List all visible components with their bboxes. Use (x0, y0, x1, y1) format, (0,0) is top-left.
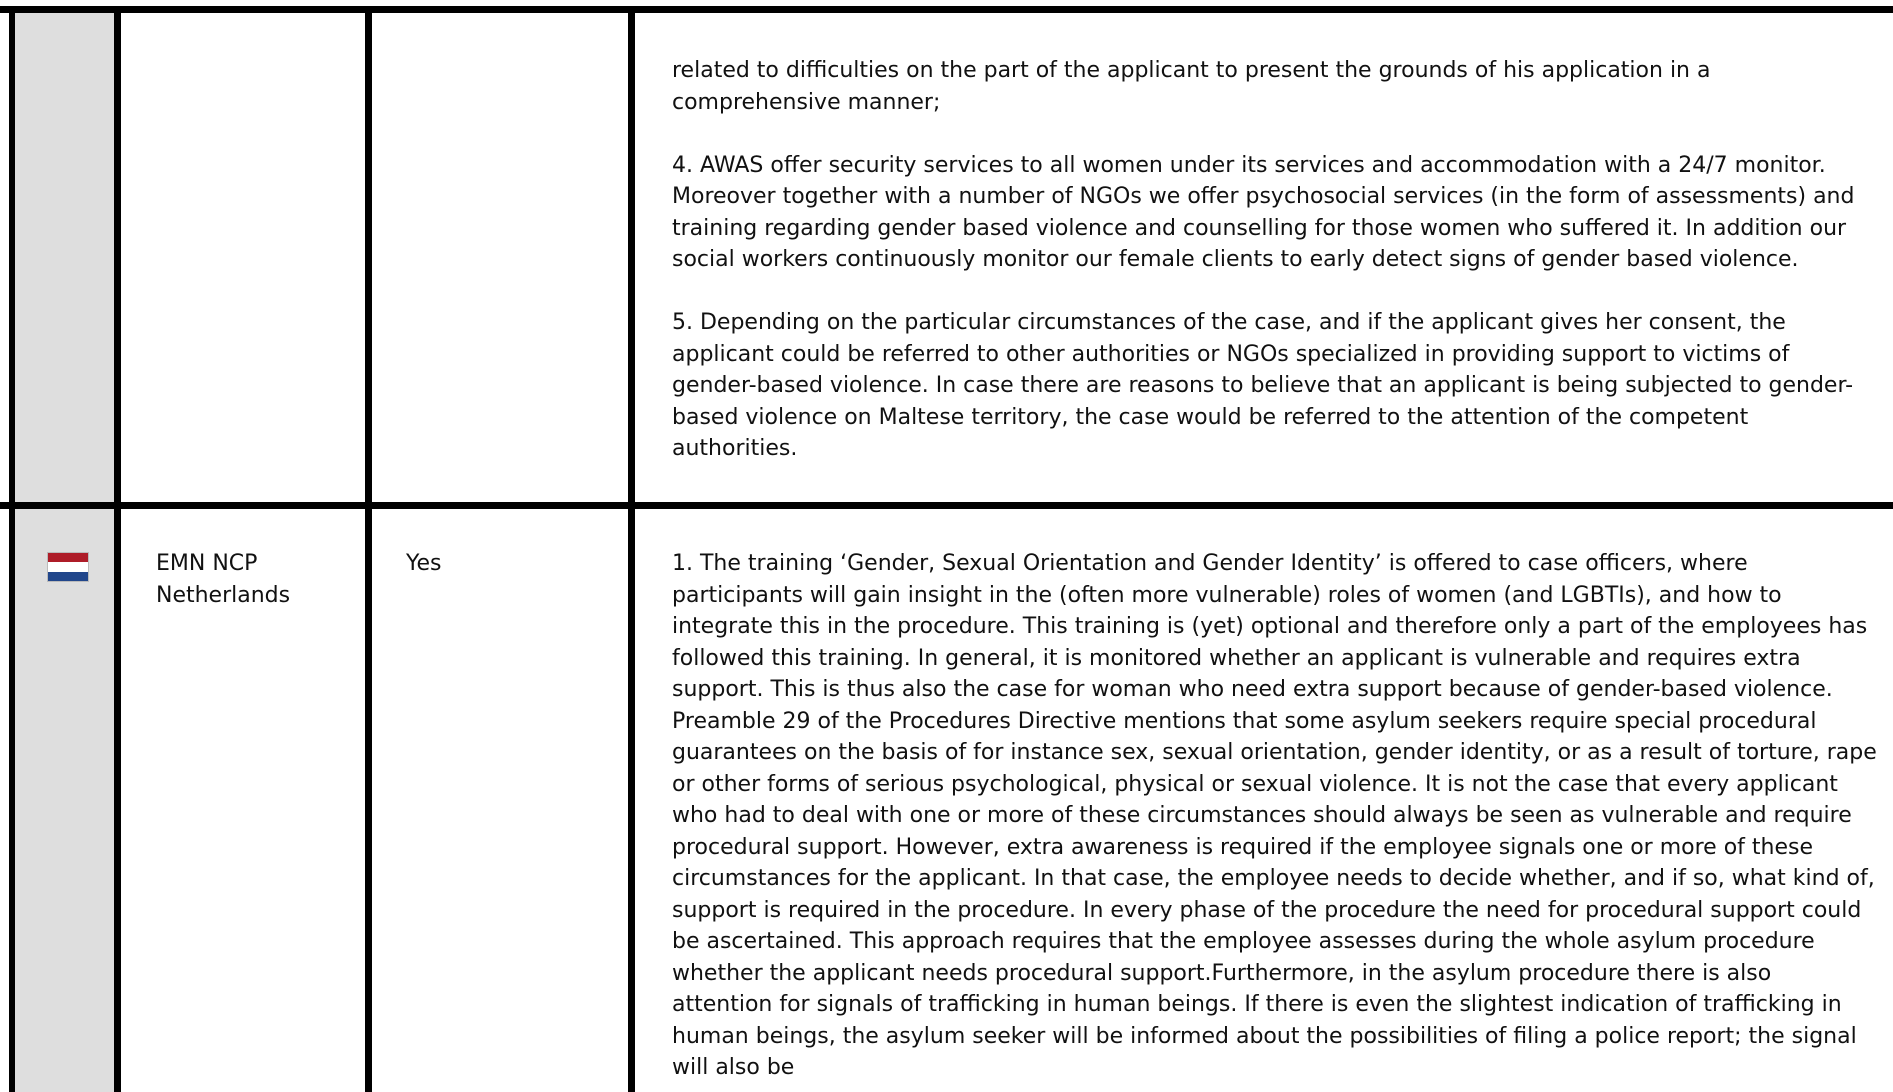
response-paragraph: 1. The training ‘Gender, Sexual Orientation and Gender Identity’ is offered to case officers, where participants will gain insight in the (often more vulnerable) roles of women (and LGBTIs), and how to integrate this in the procedure. This training is (yet) optional and therefore only a part of the employees has followed this training. In general, it is monitored whether an applicant is vulnerable and requires extra support. This is thus also the case for woman who need extra support because of gender-based violence. Preamble 29 of the Procedures Directive mentions that some asylum seekers require special procedural guarantees on the basis of for instance sex, sexual orientation, gender identity, or as a result of torture, rape or other forms of serious psychological, physical or sexual violence. It is not the case that every applicant who had to deal with one or more of these circumstances should always be seen as vulnerable and require procedural support. However, extra awareness is required if the employee signals one or more of these circumstances for the applicant. In that case, the employee needs to decide whether, and if so, what kind of, support is required in the procedure. In every phase of the procedure the need for procedural support could be ascertained. This approach requires that the employee assesses during the whole asylum procedure whether the applicant needs procedural support.Furthermore, in the asylum procedure there is also attention for signals of trafficking in human beings. If there is even the slightest indication of trafficking in human beings, the asylum seeker will be informed about the possibilities of filing a police report; the signal will also be (672, 551, 1877, 1080)
response-cell-malta (672, 55, 1872, 465)
flag-stripe-red (48, 553, 88, 562)
flag-stripe-white (48, 562, 88, 571)
country-line-1: EMN NCP (156, 551, 258, 576)
response-cell-netherlands (672, 548, 1877, 1084)
response-paragraph: 5. Depending on the particular circumstances of the case, and if the applicant gives her consent, the applicant could be referred to other authorities or NGOs specialized in providing support to victims of gender-based violence. In case there are reasons to believe that an applicant is being subjected to gender-based violence on Maltese territory, the case would be referred to the attention of the competent authorities. (672, 310, 1854, 461)
column-border-3 (365, 6, 372, 1092)
netherlands-flag-icon (47, 552, 89, 582)
row-divider (0, 502, 1893, 509)
table-top-border (0, 6, 1893, 13)
response-paragraph: 4. AWAS offer security services to all women under its services and accommodation with a 24/7 monitor. Moreover together with a number of NGOs we offer psychosocial services (in the form of assessments) and training regarding gender based violence and counselling for those women who suffered it. In addition our social workers continuously monitor our female clients to early detect signs of gender based violence. (672, 152, 1855, 272)
flag-stripe-blue (48, 572, 88, 581)
column-border-2 (114, 6, 121, 1092)
column-border-1 (9, 6, 15, 1092)
answer-cell: Yes (406, 551, 442, 576)
column-border-4 (628, 6, 635, 1092)
country-cell (156, 548, 356, 611)
response-paragraph: related to difficulties on the part of the applicant to present the grounds of his application in a comprehensive manner; (672, 58, 1711, 115)
country-line-2: Netherlands (156, 582, 291, 608)
